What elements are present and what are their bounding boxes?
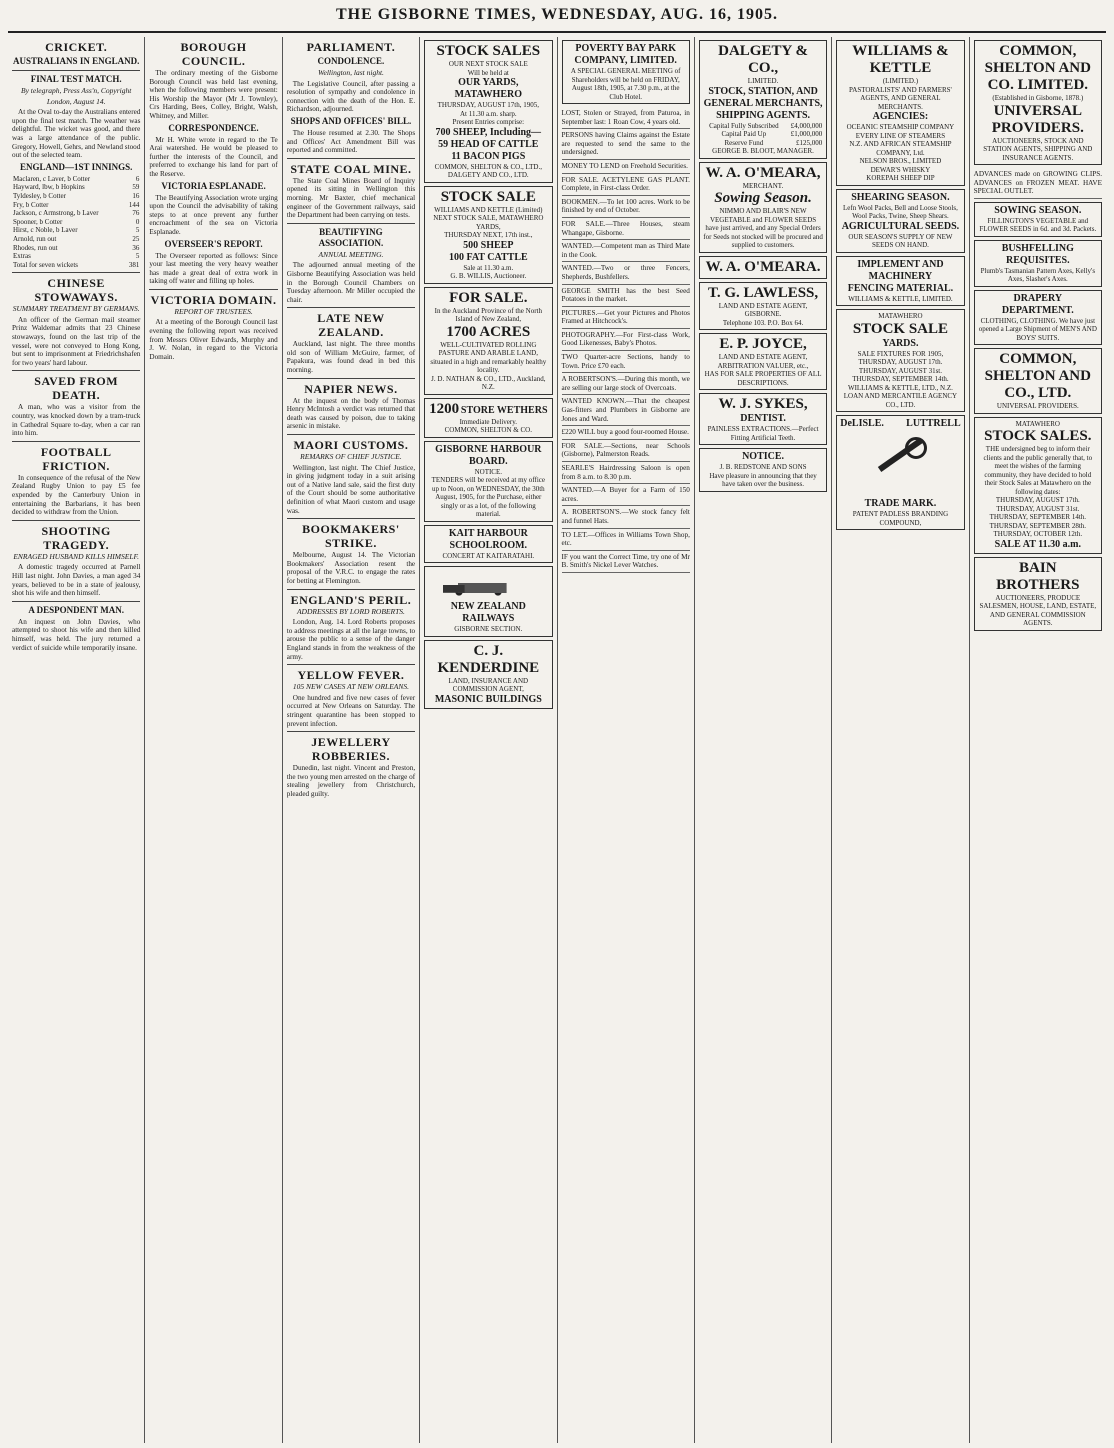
poverty-bay-ad	[562, 40, 690, 104]
borough-body: The ordinary meeting of the Gisborne Borough Council was held last evening, when the following members were present: His Worship the Mayor (Mr J. Townley), Crs Harding, Bees, Colley, Bright, Walsh, Whitney, and Miller.	[149, 69, 278, 120]
stock-sales-title: STOCK SALES	[436, 43, 541, 59]
railway-title: NEW ZEALAND RAILWAYS	[450, 601, 526, 624]
sowing-season-title: SOWING SEASON.	[994, 204, 1082, 216]
stock-date: THURSDAY, AUGUST 17th, 1905,	[437, 101, 539, 109]
dalgety-title: DALGETY & CO.,	[718, 43, 808, 76]
score-row: Fry, b Cotter 144	[13, 200, 140, 209]
wk-line: PASTORALISTS' AND FARMERS' AGENTS, AND GENERAL MERCHANTS.	[849, 85, 952, 111]
maori-body: Wellington, last night. The Chief Justice, in giving judgment today in a suit arising out of a Native land sale, said the first duty of the Court should be some authoritative definition of what Maori custom and usage was.	[286, 463, 416, 515]
sykes-name: W. J. SYKES,	[718, 396, 808, 413]
csc-ad	[974, 40, 1102, 165]
forsale-title: FOR SALE.	[449, 289, 528, 306]
masthead: THE GISBORNE TIMES, WEDNESDAY, AUG. 16, 1905.	[8, 6, 1106, 33]
wk-agency: NELSON BROS., LIMITED	[859, 157, 942, 165]
kenderdine-line: LAND, INSURANCE AND COMMISSION AGENT,	[448, 676, 529, 693]
shearing-body: Lefn Wool Packs, Bell and Loose Stools, Wool Packs, Twine, Sheep Shears.	[843, 203, 958, 220]
classified: FOR SALE.—Three Houses, steam Whangape, Gisborne.	[562, 218, 690, 240]
chinese-subtitle: SUMMARY TREATMENT BY GERMANS.	[12, 304, 140, 314]
harbour-ad	[424, 441, 552, 522]
branding-iron-icon	[858, 434, 942, 494]
wk-stock-date: THURSDAY, AUGUST 17th.	[858, 358, 943, 366]
cricket-dateline: London, August 14.	[46, 96, 106, 106]
column-7	[831, 37, 968, 1443]
parliament-body: The Legislative Council, after passing a resolution of sympathy and condolence in connection with the death of the Hon. E. Richardson, adjourned.	[286, 79, 416, 114]
cricket-subtitle: AUSTRALIANS IN ENGLAND.	[13, 56, 140, 66]
sowing-season-body: FILLINGTON'S VEGETABLE and FLOWER SEEDS in 6d. and 3d. Packets.	[979, 216, 1097, 234]
sowing-title: Sowing Season.	[714, 190, 812, 207]
column-5	[557, 37, 694, 1443]
joyce-name: E. P. JOYCE,	[719, 336, 807, 353]
implement-firm: WILLIAMS & KETTLE, LIMITED.	[848, 294, 953, 303]
shearing-ad	[836, 189, 964, 253]
wk-agency: N.Z. AND AFRICAN STEAMSHIP COMPANY, Ltd.	[849, 140, 952, 157]
classified: A. ROBERTSON'S.—We stock fancy felt and funnel Hats.	[562, 506, 690, 528]
score-total: Total for seven wickets 381	[13, 260, 140, 269]
domain-subtitle: REPORT OF TRUSTEES.	[174, 306, 253, 316]
classified: WANTED.—Two or three Fencers, Shepherds, Bushfellers.	[562, 262, 690, 284]
napier-title: NAPIER NEWS.	[304, 381, 398, 396]
wk-stock-place: MATAWHERO	[878, 312, 923, 320]
stock-time: At 11.30 a.m. sharp.	[459, 109, 517, 118]
stock2-entry: 100 FAT CATTLE	[448, 251, 528, 263]
classified: PERSONS having Claims against the Estate are requested to send the same to the undersigned.	[562, 129, 690, 160]
football-body: In consequence of the refusal of the New Zealand Rugby Union to pay £5 fee expended by the Canterbury Union in entertaining the Barbarians, it has been decided to withdraw from the Union.	[12, 473, 141, 517]
omeara-ad-2	[699, 256, 827, 279]
stock-place: MATAWHERO	[454, 89, 523, 100]
csc-stock-date: THURSDAY, SEPTEMBER 28th.	[989, 521, 1087, 530]
score-row: Maclaren, c Laver, b Cotter 6	[13, 174, 140, 183]
wk-stock-date: THURSDAY, AUGUST 31st.	[858, 366, 942, 375]
wethers-sub: Immediate Delivery.	[459, 417, 518, 426]
omeara-title: MERCHANT.	[742, 181, 784, 190]
dalgety-shipping: SHIPPING AGENTS.	[716, 109, 811, 121]
stock-entries-title: Present Entries comprise:	[452, 118, 525, 126]
implement-title: IMPLEMENT AND MACHINERY	[857, 258, 944, 282]
stock-line3: OUR YARDS,	[458, 77, 519, 88]
score-row: Jackson, c Armstrong, b Laver 76	[13, 209, 140, 218]
trademark-body: PATENT PADLESS BRANDING COMPOUND,	[852, 510, 949, 527]
beautifying-title: BEAUTIFYING ASSOCIATION.	[318, 226, 384, 248]
domain-body: At a meeting of the Borough Council last evening the following report was received from Messrs Oliver Edwards, Murphy and J. W. Nolan, in regard to the Victoria Domain.	[149, 318, 278, 361]
fever-title: YELLOW FEVER.	[297, 668, 405, 683]
england-subtitle: ADDRESSES BY LORD ROBERTS.	[296, 606, 405, 616]
csc2-sub: UNIVERSAL PROVIDERS.	[996, 402, 1079, 411]
drapery-body: CLOTHING, CLOTHING. We have just opened a Large Shipment of MEN'S AND BOYS' SUITS.	[978, 316, 1097, 342]
chinese-body: An officer of the German mail steamer Prinz Waldemar admits that 23 Chinese stowaways, found on the last trip of the vessel, were not conveyed to Hong Kong, but sent to imprisonment at Friedrichshafen for two years' hard labour.	[12, 315, 141, 367]
wk-ad	[836, 40, 964, 186]
csc2-title: COMMON, SHELTON AND CO., LTD.	[984, 351, 1091, 402]
csc-ad-2	[974, 348, 1102, 414]
redstone-title: NOTICE.	[742, 451, 785, 463]
forsale-desc: WELL-CULTIVATED ROLLING PASTURE AND ARABLE LAND, situated in a high and remarkably healthy locality.	[430, 340, 547, 374]
saved-title: SAVED FROM DEATH.	[34, 374, 119, 403]
shooting-title: SHOOTING TRAGEDY.	[41, 523, 111, 552]
implement-ad	[836, 256, 964, 307]
poverty-body: A SPECIAL GENERAL MEETING of Shareholders will be held on FRIDAY, August 18th, 1905, at 7.30 p.m., at the Club Hotel.	[570, 67, 681, 101]
stock-entry: 700 SHEEP, Including—	[435, 126, 542, 138]
classified: WANTED.—A Buyer for a Farm of 150 acres.	[562, 484, 690, 506]
shooting-subtitle: ENRAGED HUSBAND KILLS HIMSELF.	[13, 551, 140, 561]
cricket-body: At the Oval to-day the Australians entered upon the final test match. The weather was delightful. The wicket was good, and there was a large attendance of the public. Gregory, Howell, Gehrs, and Newland stood out of the selected team.	[12, 108, 141, 160]
sykes-title: DENTIST.	[740, 413, 786, 425]
classified: IF you want the Correct Time, try one of Mr B. Smith's Nickel Lever Watches.	[562, 551, 690, 573]
column-1	[8, 37, 144, 1443]
classified: FOR SALE.—Sections, near Schools (Gisborne), Palmerston Reads.	[562, 440, 690, 462]
drapery-title: DRAPERY DEPARTMENT.	[1001, 292, 1074, 316]
coal-title: STATE COAL MINE.	[290, 161, 412, 176]
fever-subtitle: 105 NEW CASES AT NEW ORLEANS.	[292, 682, 409, 692]
stock2-auctioneer: G. B. WILLIS, Auctioneer.	[450, 272, 527, 280]
redstone-line: J. B. REDSTONE AND SONS	[719, 463, 807, 472]
dalgety-line: STOCK, STATION, AND GENERAL MERCHANTS,	[703, 85, 823, 109]
railway-ad	[424, 566, 552, 637]
stock-firm: COMMON, SHELTON & CO., LTD., DALGETY AND CO., LTD.	[434, 162, 542, 179]
omeara-name-2: W. A. O'MEARA.	[705, 258, 821, 275]
bain-line: AUCTIONEERS, PRODUCE SALESMEN, HOUSE, LAND, ESTATE, AND GENERAL COMMISSION AGENTS.	[979, 593, 1097, 628]
wk-stock-sub: SALE FIXTURES FOR 1905,	[857, 349, 944, 358]
classified: TO LET.—Offices in Williams Town Shop, etc.	[562, 529, 690, 551]
stock-sale-wk-ad	[424, 186, 552, 284]
classified: SEARLE'S Hairdressing Saloon is open from 8 a.m. to 8.30 p.m.	[562, 462, 690, 484]
lnz-body: Auckland, last night. The three months old son of William McGuire, farmer, of Papakura, was found dead in bed this morning.	[286, 340, 416, 375]
despondent-title: A DESPONDENT MAN.	[28, 604, 124, 615]
parliament-subtitle: CONDOLENCE.	[317, 56, 385, 66]
lawless-line: LAND AND ESTATE AGENT, GISBORNE.	[718, 301, 808, 319]
shooting-body: A domestic tragedy occurred at Parnell Hill last night. John Davies, a man aged 34 years, believed to be in a state of jealousy, shot his wife and then himself.	[12, 563, 141, 598]
stock-sales-ad	[424, 40, 552, 183]
kaiti-concert: CONCERT AT KAITARATAHI.	[442, 551, 535, 560]
wk-stock-sale-ad	[836, 309, 964, 412]
lnz-title: LATE NEW ZEALAND.	[317, 311, 385, 340]
stock2-date: THURSDAY NEXT, 17th inst.,	[444, 231, 533, 239]
score-row: Hayward, lbw, b Hopkins 59	[13, 183, 140, 192]
csc-stock-title: STOCK SALES.	[984, 428, 1092, 445]
omeara-ad	[699, 162, 827, 253]
sykes-ad	[699, 393, 827, 445]
england-body: London, Aug. 14. Lord Roberts proposes to address meetings at all the large towns, to arouse the public to a sense of the danger England stands in from the weakness of the army.	[286, 618, 416, 661]
corr-body: Mr H. White wrote in regard to the Te Arai watershed. He would be pleased to further the interests of the Council, and preferred to exchange his land for part of the Reserve.	[149, 135, 278, 178]
harbour-body: TENDERS will be received at my office up to Noon, on WEDNESDAY, the 30th August, 1905, for the Purchase, either singly or as a lot, of the following material.	[431, 476, 546, 518]
trademark-ad	[836, 415, 964, 530]
domain-title: VICTORIA DOMAIN.	[150, 292, 277, 307]
stock-entry: 59 HEAD OF CATTLE	[438, 138, 539, 150]
ag-seeds-body: OUR SEASON'S SUPPLY OF NEW SEEDS ON HAND.	[848, 232, 953, 249]
despondent-body: An inquest on John Davies, who attempted to shoot his wife and then killed himself, was held. The jury returned a verdict of suicide while temporarily insane.	[12, 617, 141, 652]
bain-ad	[974, 557, 1102, 631]
csc-line: AUCTIONEERS, STOCK AND STATION AGENTS, SHIPPING AND INSURANCE AGENTS.	[983, 136, 1093, 162]
classified: PHOTOGRAPHY.—For First-class Work, Good Likenesses, Baby's Photos.	[562, 329, 690, 351]
train-icon	[434, 572, 542, 598]
shearing-title: SHEARING SEASON.	[851, 191, 950, 203]
lawless-name: T. G. LAWLESS,	[707, 284, 819, 301]
omeara-name: W. A. O'MEARA,	[705, 164, 821, 181]
joyce-line: LAND AND ESTATE AGENT, ARBITRATION VALUER, etc.,	[717, 353, 809, 370]
joyce-body: HAS FOR SALE PROPERTIES OF ALL DESCRIPTIONS.	[704, 370, 822, 387]
column-2	[144, 37, 281, 1443]
csc-stock-time: SALE AT 11.30 a.m.	[994, 538, 1081, 550]
classified: A ROBERTSON'S.—During this month, we are selling our large stock of Overcoats.	[562, 373, 690, 395]
joyce-ad	[699, 333, 827, 390]
forsale-body: In the Auckland Province of the North Island of New Zealand,	[434, 306, 542, 323]
harbour-title: GISBORNE HARBOUR BOARD.	[435, 443, 542, 467]
bushfelling-title: BUSHFELLING REQUISITES.	[1001, 242, 1074, 266]
scorecard	[12, 175, 140, 270]
wk-stock-title: STOCK SALE	[852, 320, 949, 337]
borough-title: BOROUGH COUNCIL.	[180, 40, 247, 68]
forsale-acres: 1700 ACRES	[446, 323, 531, 340]
wk-stock-firm: WILLIAMS & KETTLE, LTD., N.Z. LOAN AND MERCANTILE AGENCY CO., LTD.	[843, 383, 958, 409]
lawless-ad	[699, 282, 827, 331]
classified: PICTURES.—Get your Pictures and Photos Framed at Hitchcock's.	[562, 307, 690, 329]
railway-section: GISBORNE SECTION.	[454, 625, 523, 633]
redstone-body: Have pleasure in announcing that they have taken over the business.	[709, 471, 817, 489]
classified: WANTED.—Competent man as Third Mate in the Cook.	[562, 240, 690, 262]
classified: BOOKMEN.—To let 100 acres. Work to be finished by end of October.	[562, 196, 690, 218]
sowing-ad	[974, 202, 1102, 237]
omeara-body: NIMMO AND BLAIR'S NEW VEGETABLE and FLOWER SEEDS have just arrived, and any Special Orders for Seeds not stocked will be procured and supplied to customers.	[703, 207, 823, 250]
trademark-caption: TRADE MARK.	[864, 498, 937, 509]
csc-title: COMMON, SHELTON AND CO. LIMITED.	[984, 43, 1091, 93]
classified: MONEY TO LEND on Freehold Securities.	[562, 160, 690, 174]
drapery-ad	[974, 290, 1102, 346]
jewellery-body: Dunedin, last night. Vincent and Preston, the two young men arrested on the charge of stealing jewellery from Christchurch, pleaded guilty.	[286, 764, 416, 798]
football-title: FOOTBALL FRICTION.	[40, 444, 112, 473]
ag-seeds-title: AGRICULTURAL SEEDS.	[841, 220, 960, 232]
england-title: ENGLAND'S PERIL.	[290, 592, 412, 607]
wethers-count: 1200	[429, 400, 460, 417]
bain-title: BAIN BROTHERS	[996, 559, 1080, 593]
columns	[8, 37, 1106, 1443]
parliament-dateline: Wellington, last night.	[317, 68, 384, 77]
column-8	[969, 37, 1106, 1443]
csc-stock-date: THURSDAY, AUGUST 31st.	[996, 504, 1080, 513]
column-4	[419, 37, 556, 1443]
for-sale-ad	[424, 287, 552, 395]
stock2-line: NEXT STOCK SALE, MATAWHERO YARDS,	[433, 214, 544, 231]
stock-line1: OUR NEXT STOCK SALE	[448, 60, 528, 68]
kaiti-ad	[424, 525, 552, 564]
classified: LOST, Stolen or Strayed, from Paturoa, in September last: 1 Roan Cow, 4 years old.	[562, 107, 690, 129]
dalgety-ad	[699, 40, 827, 159]
fever-body: One hundred and five new cases of fever occurred at New Orleans on Saturday. The stringent quarantine has been stopped to prevent infection.	[286, 693, 416, 728]
cricket-title: CRICKET.	[45, 40, 108, 54]
wethers-ad	[424, 398, 552, 438]
parliament-title: PARLIAMENT.	[306, 40, 396, 54]
bookmakers-title: BOOKMAKERS' STRIKE.	[302, 522, 400, 551]
csc-est: (Established in Gisborne, 1878.)	[992, 94, 1084, 102]
trademark-right: LUTTRELL	[906, 418, 961, 429]
wk-agency: OCEANIC STEAMSHIP COMPANY	[846, 123, 955, 131]
score-row: Spooner, b Cotter 0	[13, 217, 140, 226]
wk-agency: KOREPAH SHEEP DIP	[866, 174, 935, 182]
kaiti-title: KAIT HARBOUR SCHOOLROOM.	[448, 527, 528, 551]
wethers-firm: COMMON, SHELTON & CO.	[444, 426, 532, 434]
harbour-notice: NOTICE.	[474, 467, 503, 476]
classified: WANTED KNOWN.—That the cheapest Gas-fitters and Plumbers in Gisborne are Jones and Ward.	[562, 395, 690, 426]
stock-line2: Will be held at	[467, 68, 509, 77]
shops-body: The House resumed at 2.30. The Shops and Offices' Act Amendment Bill was reported and committed.	[286, 128, 416, 155]
wk-agencies-title: AGENCIES:	[872, 111, 929, 122]
cricket-byline: By telegraph, Press Ass'n, Copyright	[21, 86, 132, 95]
coal-body: The State Coal Mines Board of Inquiry opened its sitting in Wellington this morning. Mr Baxter, chief mechanical engineer of the Government railways, said the Department had been carrying on tests.	[286, 176, 416, 220]
stock2-firm: WILLIAMS AND KETTLE (Limited)	[434, 205, 543, 214]
fencing-title: FENCING MATERIAL.	[847, 282, 954, 294]
wk-stock-line: YARDS.	[882, 337, 919, 349]
score-row: Tyldesley, b Cotter 16	[13, 191, 140, 200]
stock2-entry: 500 SHEEP	[463, 239, 514, 251]
classified: £220 WILL buy a good four-roomed House.	[562, 426, 690, 440]
maori-title: MAORI CUSTOMS.	[293, 438, 409, 453]
forsale-agent: J. D. NATHAN & CO., LTD., Auckland, N.Z.	[431, 374, 546, 391]
column-6	[694, 37, 831, 1443]
overseer-body: The Overseer reported as follows: Since your last meeting the very heavy weather has made a great deal of extra work in taking off water and filling up holes.	[149, 251, 278, 286]
dalgety-capital: Capital Fully Subscribed £4,000,000 Capital Paid Up £1,000,000 Reserve Fund £125,000	[709, 121, 823, 147]
cricket-match: FINAL TEST MATCH.	[30, 74, 122, 84]
csc-stock-date: THURSDAY, OCTOBER 12th.	[993, 530, 1083, 539]
csc-stock-body: THE undersigned beg to inform their clients and the public generally that, to meet the wishes of the farming community, they have decided to hold their Stock Sales at Matawhero on the following dates:	[983, 445, 1093, 496]
wk-agency: DEWAR'S WHISKY	[870, 165, 931, 174]
napier-body: At the inquest on the body of Thomas Henry McIntosh a verdict was returned that death was caused by poison, due to taking arsenic in mistake.	[286, 396, 416, 431]
dalgety-subtitle: LIMITED.	[747, 77, 779, 85]
corr-title: CORRESPONDENCE.	[168, 122, 259, 133]
wk-subtitle: (LIMITED.)	[882, 77, 919, 85]
score-row: Hirst, c Noble, b Laver 5	[13, 226, 140, 235]
beautifying-body: The adjourned annual meeting of the Gisborne Beautifying Association was held in the Borough Council Chambers on Tuesday afternoon. Mr Miller occupied the chair.	[286, 261, 416, 304]
csc-stock-ad	[974, 417, 1102, 554]
score-title: ENGLAND—1ST INNINGS.	[20, 161, 133, 172]
advances-notice: ADVANCES made on GROWING CLIPS. ADVANCES on FROZEN MEAT. HAVE SPECIAL OUTLET.	[974, 168, 1102, 199]
kenderdine-building: MASONIC BUILDINGS	[434, 693, 542, 705]
shops-title: SHOPS AND OFFICES' BILL.	[290, 115, 412, 126]
redstone-ad	[699, 448, 827, 492]
score-row: Rhodes, run out 36	[13, 243, 140, 252]
jewellery-title: JEWELLERY ROBBERIES.	[311, 735, 391, 764]
wk-agency: EVERY LINE OF STEAMERS	[855, 131, 946, 140]
csc-stock-date: THURSDAY, SEPTEMBER 14th.	[989, 513, 1087, 522]
bookmakers-body: Melbourne, August 14. The Victorian Bookmakers' Association resent the proposal of the V.R.C. to engage the rates for betting at Flemington.	[286, 551, 416, 585]
csc-stock-date: THURSDAY, AUGUST 17th.	[995, 496, 1080, 505]
saved-body: A man, who was a visitor from the country, was knocked down by a tram-truck in Cathedral Square to-day, when a car ran into him.	[12, 403, 141, 438]
kenderdine-name: C. J. KENDERDINE	[437, 642, 540, 676]
dalgety-manager: GEORGE B. BLOOT, MANAGER.	[712, 147, 814, 156]
bushfelling-ad	[974, 240, 1102, 287]
classified: TWO Quarter-acre Sections, handy to Town. Price £70 each.	[562, 351, 690, 373]
sykes-body: PAINLESS EXTRACTIONS.—Perfect Fitting Artificial Teeth.	[707, 425, 819, 442]
classified: FOR SALE. ACETYLENE GAS PLANT. Complete, in First-class Order.	[562, 174, 690, 196]
stock2-time: Sale at 11.30 a.m.	[463, 263, 514, 272]
chinese-title: CHINESE STOWAWAYS.	[34, 276, 118, 305]
trademark-left: DeLISLE.	[840, 418, 884, 429]
lawless-phone: Telephone 103. P.O. Box 64.	[722, 318, 804, 327]
classified: GEORGE SMITH has the best Seed Potatoes in the market.	[562, 285, 690, 307]
poverty-title: POVERTY BAY PARK COMPANY, LIMITED.	[574, 43, 677, 66]
score-row: Extras 5	[13, 252, 140, 261]
csc-stock-place: MATAWHERO	[1015, 419, 1060, 428]
wethers-text: STORE WETHERS	[460, 404, 548, 416]
beautifying-subtitle: ANNUAL MEETING.	[318, 249, 384, 259]
stock2-title: STOCK SALE	[440, 188, 536, 205]
column-3	[282, 37, 419, 1443]
wk-stock-date: THURSDAY, SEPTEMBER 14th.	[852, 375, 949, 383]
stock-entry: 11 BACON PIGS	[451, 150, 526, 162]
victoria-title: VICTORIA ESPLANADE.	[161, 180, 266, 191]
maori-subtitle: REMARKS OF CHIEF JUSTICE.	[300, 452, 402, 462]
wk-title: WILLIAMS & KETTLE	[852, 43, 949, 76]
csc-big: UNIVERSAL PROVIDERS.	[991, 102, 1084, 136]
score-row: Arnold, run out 25	[13, 234, 140, 243]
victoria-body: The Beautifying Association wrote urging upon the Council the advisability of taking steps to at once prevent any further encroachment of the sea on Victoria Esplanade.	[149, 193, 278, 236]
overseer-title: OVERSEER'S REPORT.	[164, 238, 263, 249]
bushfelling-body: Plumb's Tasmanian Pattern Axes, Kelly's Axes, Slasher's Axes.	[980, 266, 1096, 284]
kenderdine-ad	[424, 640, 552, 709]
